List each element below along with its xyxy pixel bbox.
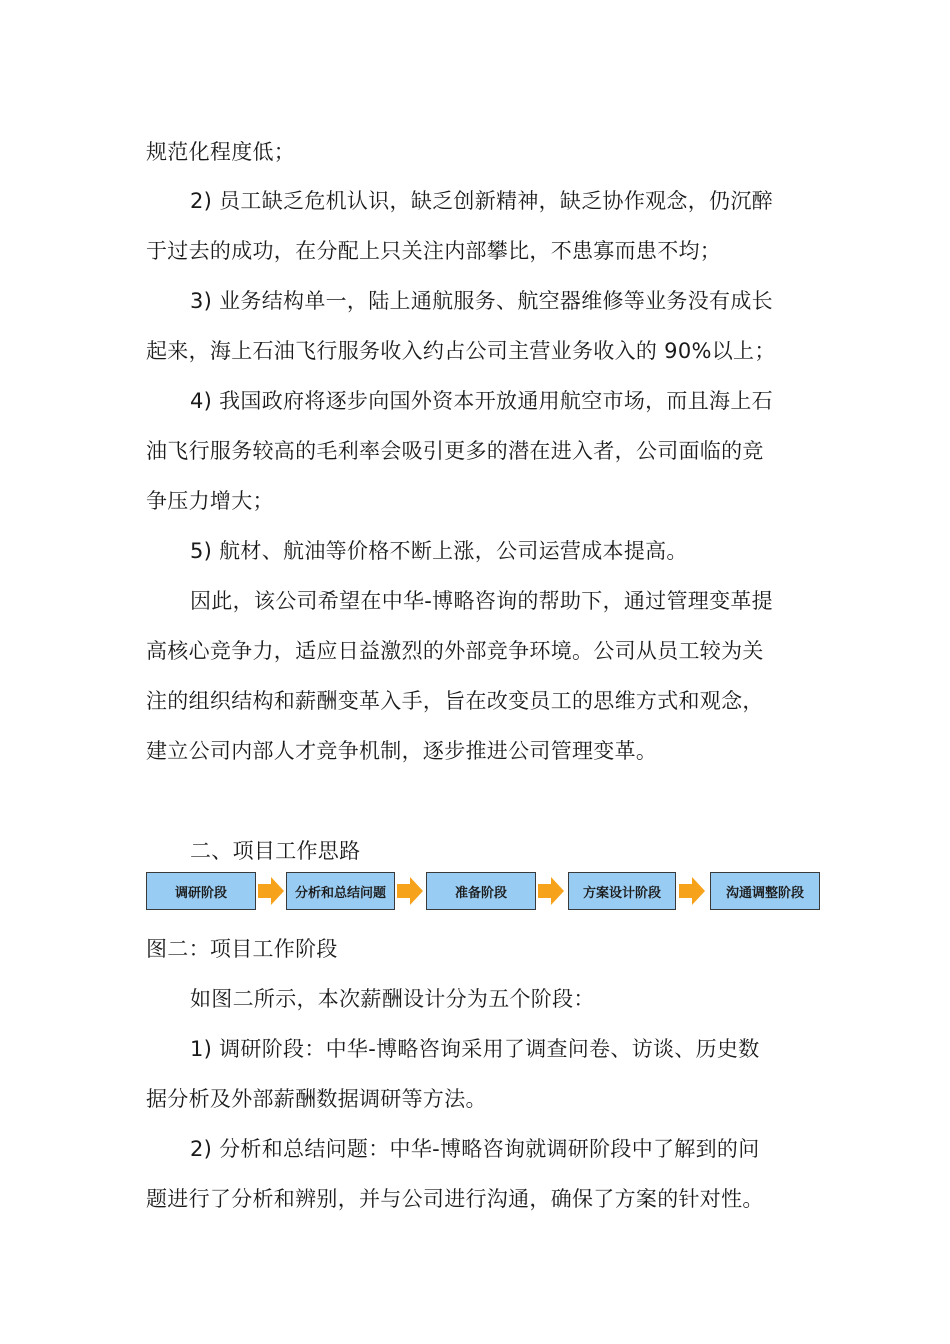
stage-box-communication: 沟通调整阶段: [710, 872, 820, 910]
paragraph-line: 4) 我国政府将逐步向国外资本开放通用航空市场，而且海上石: [190, 389, 773, 413]
arrow-right-icon: [397, 877, 423, 905]
paragraph-line: 如图二所示，本次薪酬设计分为五个阶段：: [190, 987, 595, 1011]
paragraph-line: 注的组织结构和薪酬变革入手，旨在改变员工的思维方式和观念，: [146, 689, 764, 713]
figure-caption: 图二：项目工作阶段: [146, 937, 338, 961]
stage-box-design: 方案设计阶段: [568, 872, 676, 910]
stage-box-preparation: 准备阶段: [426, 872, 536, 910]
paragraph-line: 因此，该公司希望在中华-博略咨询的帮助下，通过管理变革提: [190, 589, 773, 613]
stage-box-analysis: 分析和总结问题: [286, 872, 395, 910]
paragraph-line: 题进行了分析和辨别，并与公司进行沟通，确保了方案的针对性。: [146, 1187, 764, 1211]
paragraph-line: 2) 分析和总结问题：中华-博略咨询就调研阶段中了解到的问: [190, 1137, 760, 1161]
arrow-right-icon: [538, 877, 564, 905]
paragraph-line: 据分析及外部薪酬数据调研等方法。: [146, 1087, 487, 1111]
paragraph-line: 5) 航材、航油等价格不断上涨，公司运营成本提高。: [190, 539, 688, 563]
project-stage-flowchart: [146, 872, 822, 912]
paragraph-line: 1) 调研阶段：中华-博略咨询采用了调查问卷、访谈、历史数: [190, 1037, 760, 1061]
paragraph-line: 3) 业务结构单一，陆上通航服务、航空器维修等业务没有成长: [190, 289, 773, 313]
paragraph-line: 高核心竞争力，适应日益激烈的外部竞争环境。公司从员工较为关: [146, 639, 764, 663]
paragraph-line: 争压力增大；: [146, 489, 274, 513]
paragraph-line: 油飞行服务较高的毛利率会吸引更多的潜在进入者，公司面临的竞: [146, 439, 764, 463]
stage-box-research: 调研阶段: [146, 872, 256, 910]
arrow-right-icon: [679, 877, 705, 905]
paragraph-line: 于过去的成功，在分配上只关注内部攀比，不患寡而患不均；: [146, 239, 722, 263]
paragraph-line: 起来，海上石油飞行服务收入约占公司主营业务收入的 90%以上；: [146, 339, 776, 363]
paragraph-line: 2) 员工缺乏危机认识，缺乏创新精神，缺乏协作观念，仍沉醉: [190, 189, 773, 213]
paragraph-line: 建立公司内部人才竞争机制，逐步推进公司管理变革。: [146, 739, 658, 763]
section-heading: 二、项目工作思路: [190, 839, 361, 863]
arrow-right-icon: [258, 877, 284, 905]
paragraph-line: 规范化程度低；: [146, 140, 296, 164]
